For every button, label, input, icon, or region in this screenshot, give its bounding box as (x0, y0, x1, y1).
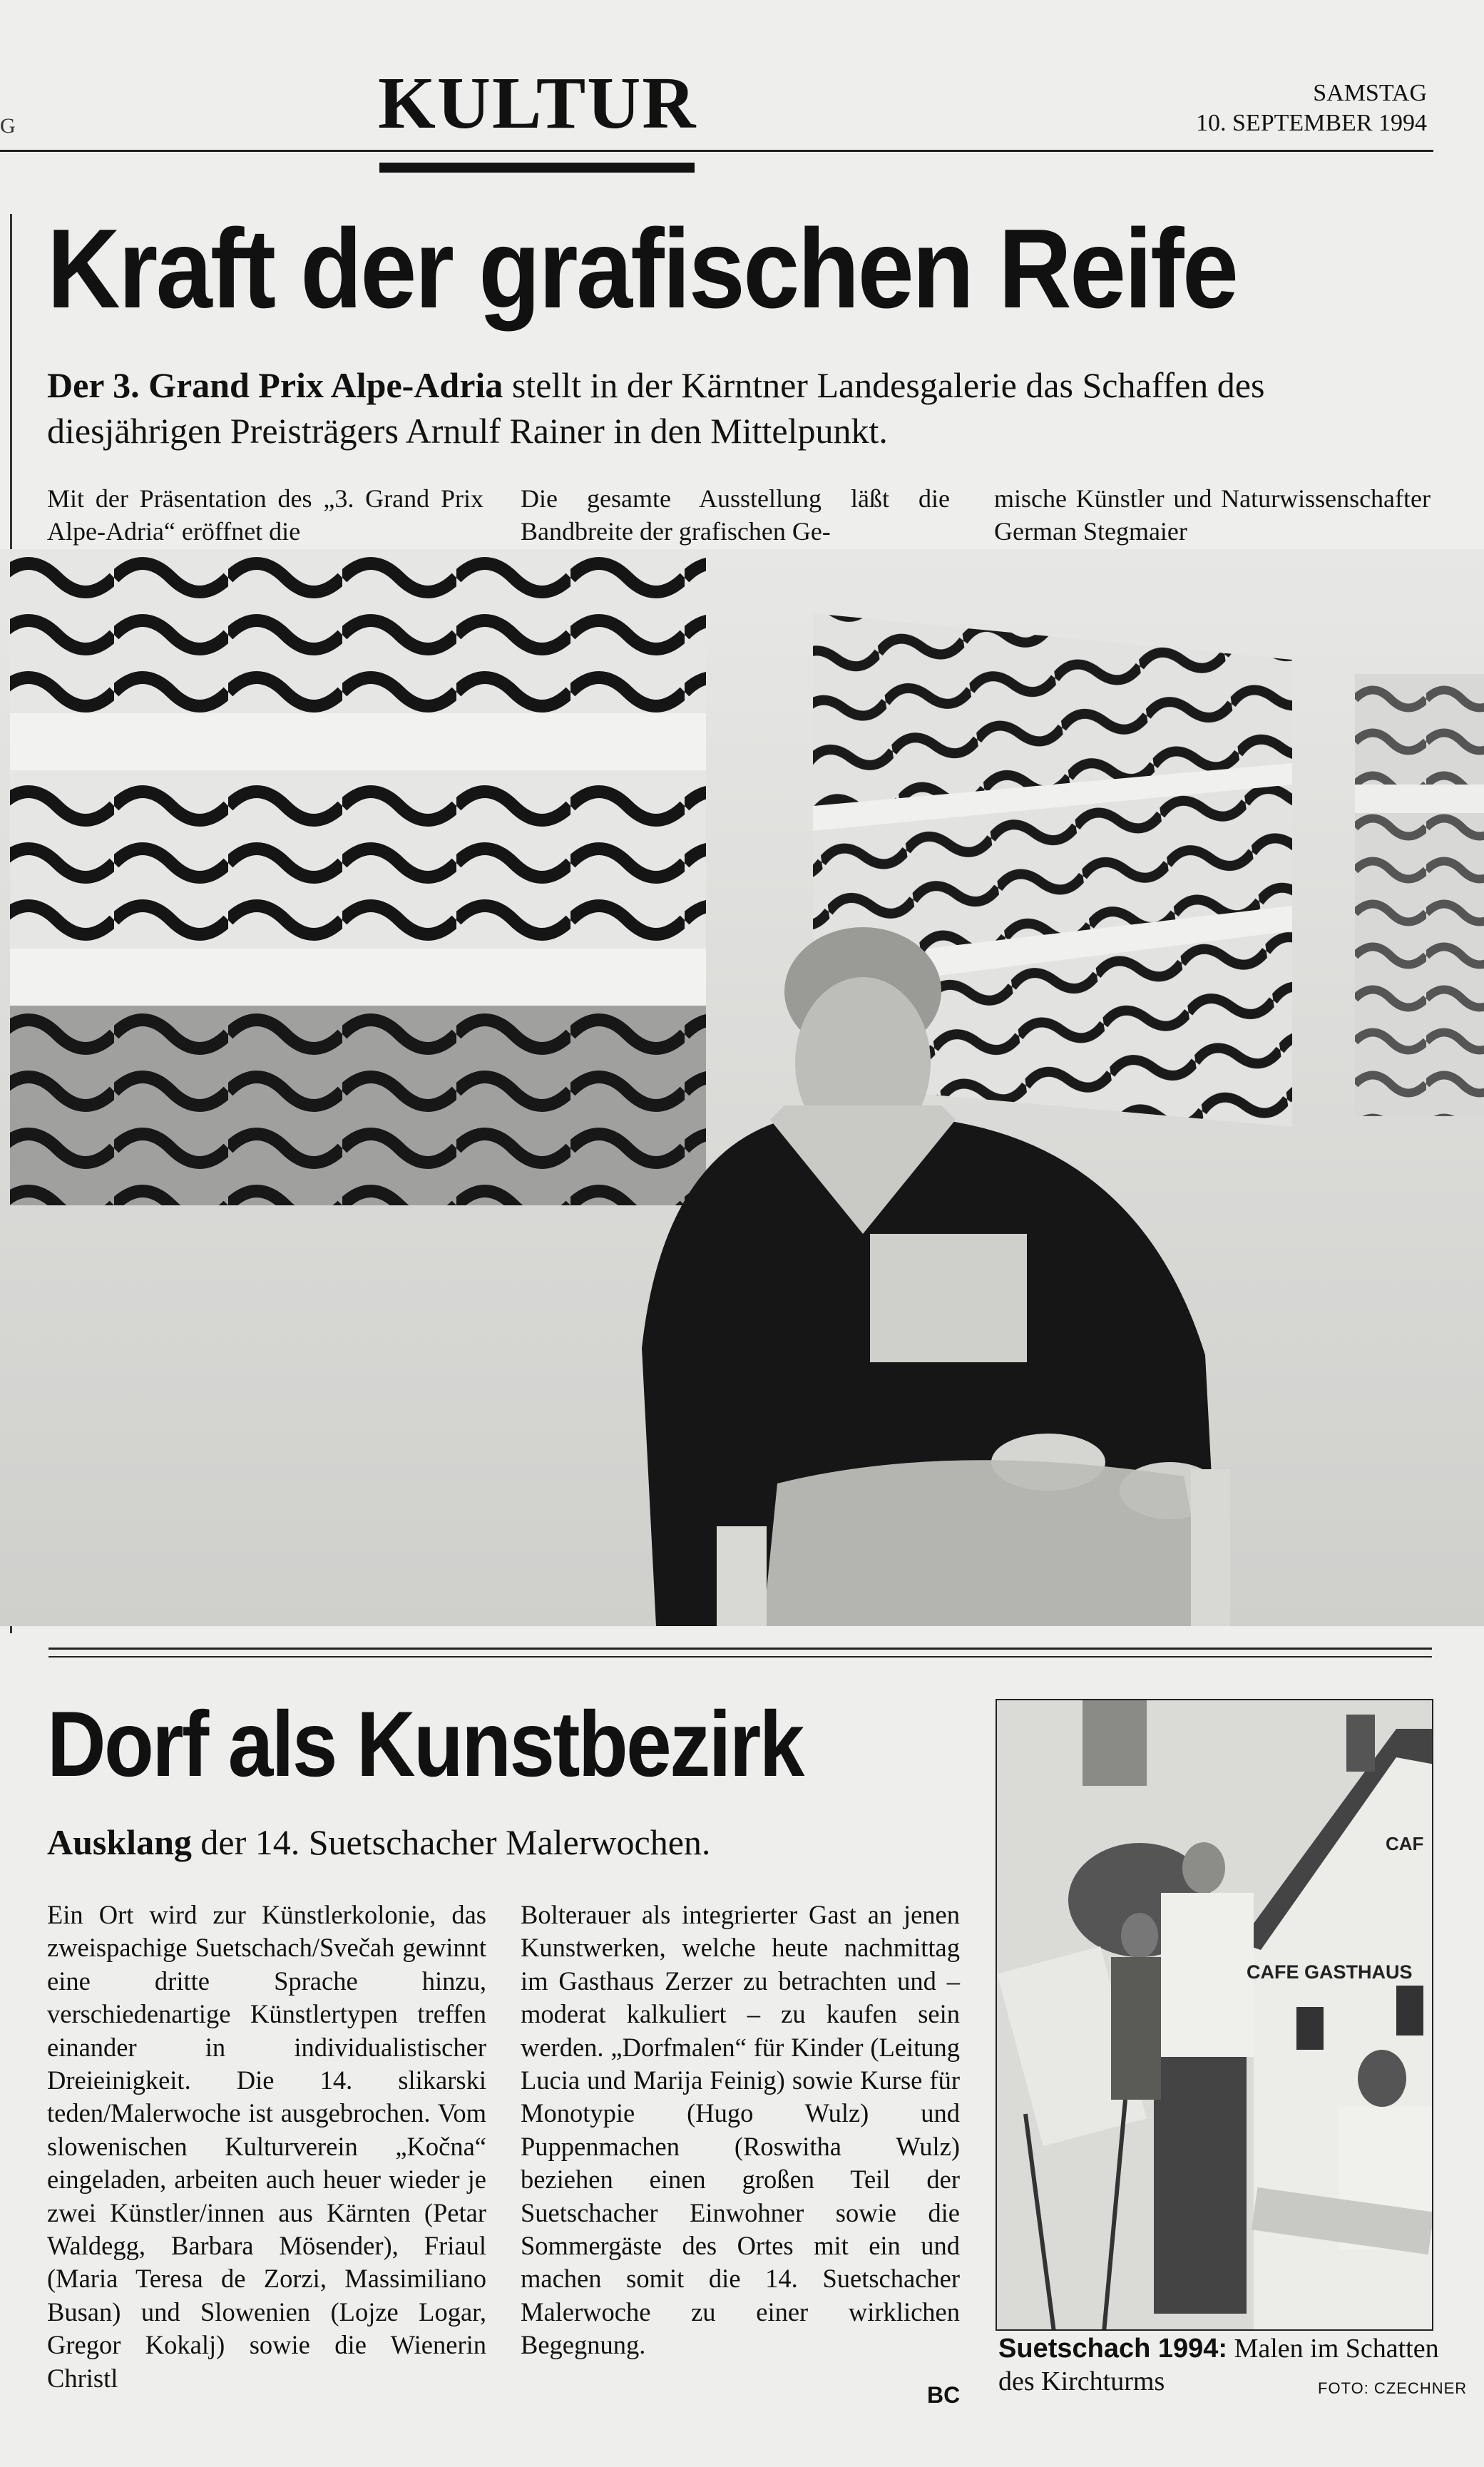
issue-date: 10. SEPTEMBER 1994 (1196, 110, 1427, 136)
section-underline (379, 163, 695, 173)
author-initials: BC (927, 2382, 961, 2408)
chair (717, 1460, 1230, 1626)
article1-column-1: Mit der Präsentation des „3. Grand Prix Alpe-Adria“ eröffnet die (47, 484, 483, 546)
village-photo (996, 1699, 1433, 2331)
photo-credit: FOTO: CZECHNER (1318, 2379, 1468, 2397)
article2-column-2: Bolterauer als integrierter Gast an jenen Kunstwerken, welche heute nachmittag im Gasthaus Zerzer zu betrachten und – moderat kalkuliert – zu kaufen sein werden. „Dorfmalen“ für Kinder (Leitung Lucia und Marija Feinig) sowie Kurse für Monotypie (Hugo Wulz) und Puppenmachen (Roswitha Wulz) beziehen einen großen Teil der Suetschacher Einwohner sowie die Sommergäste des Ortes mit ein und machen somit die 14. Suetschacher Malerwoche zu einer wirklichen Begegnung. (521, 1900, 960, 2360)
caption-text: Malen im Schatten des Kirchturms (998, 2334, 1439, 2396)
section-name: KULTUR (378, 62, 697, 144)
deck-bold: Ausklang (47, 1822, 192, 1862)
edge-fragment: G (0, 114, 16, 138)
header-rule (0, 150, 1433, 152)
deck-article2 (47, 1820, 710, 1864)
sign-cafe: CAF (1386, 1833, 1424, 1854)
headline-article1: Kraft der grafischen Reife (47, 206, 1237, 332)
exhibition-photo (0, 549, 1484, 1626)
section-rule (48, 1648, 1432, 1650)
section-rule-thin (48, 1656, 1432, 1658)
headline-article2: Dorf als Kunstbezirk (47, 1692, 803, 1796)
painting-left (10, 549, 706, 1205)
issue-day: SAMSTAG (1313, 80, 1427, 106)
article1-column-2: Die gesamte Ausstellung läßt die Bandbreite der grafischen Ge- (521, 484, 950, 546)
caption-bold: Suetschach 1994: (998, 2334, 1228, 2364)
article1-column-3: mische Künstler und Naturwissenschafter German Stegmaier (994, 484, 1431, 546)
sign-cafe-gasthaus: CAFE GASTHAUS (1247, 1961, 1413, 1983)
deck-text: der 14. Suetschacher Malerwochen. (191, 1822, 711, 1862)
deck-bold: Der 3. Grand Prix Alpe-Adria (47, 365, 503, 405)
painting-right (1355, 674, 1484, 1116)
date-block (1196, 78, 1427, 138)
deck-text: stellt in der Kärntner Landesgalerie das Schaffen des diesjährigen Preisträgers Arnulf Rainer in den Mittelpunkt. (47, 365, 1265, 451)
article2-column-1: Ein Ort wird zur Künstlerkolonie, das zweispachige Suetschach/Svečah gewinnt eine dritte Sprache hinzu, verschiedenartige Künstlertypen treffen einander in individualistischer Dreieinigkeit. Die 14. slikarski teden/Malerwoche ist ausgebrochen. Vom slowenischen Kulturverein „Kočna“ eingeladen, arbeiten auch heuer wieder je zwei Künstler/innen aus Kärnten (Petar Waldegg, Barbara Mösender), Friaul (Maria Teresa de Zorzi, Massimiliano Busan) und Slowenien (Lojze Logar, Gregor Kokalj) sowie die Wienerin Christl (47, 1900, 486, 2393)
deck-article1 (47, 362, 1438, 454)
